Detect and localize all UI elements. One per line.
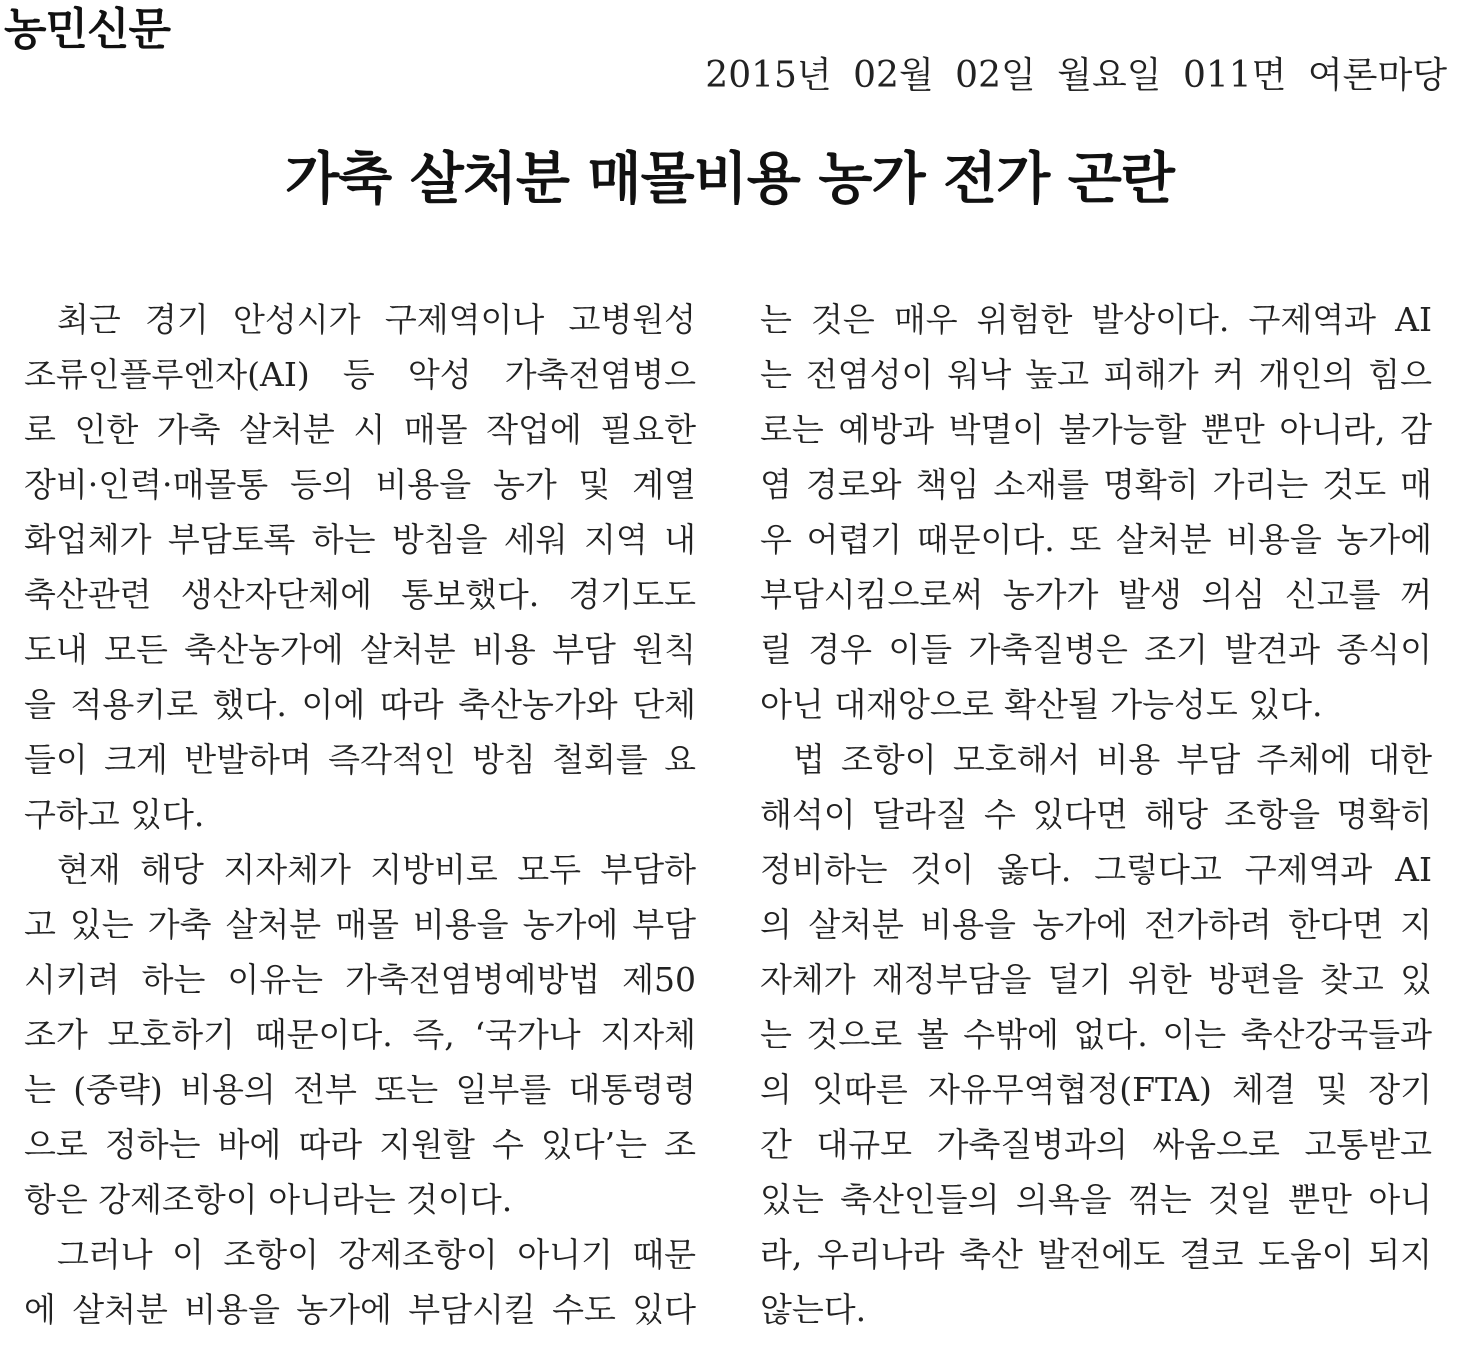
article-right-column: [760, 292, 1432, 1337]
text-line: 으로 정하는 바에 따라 지원할 수 있다’는 조: [24, 1125, 696, 1164]
text-line: 로 인한 가축 살처분 시 매몰 작업에 필요한: [24, 410, 696, 449]
text-line: 릴 경우 이들 가축질병은 조기 발견과 종식이: [760, 630, 1432, 669]
text-line: 시키려 하는 이유는 가축전염병예방법 제50: [24, 960, 696, 999]
text-line: 간 대규모 가축질병과의 싸움으로 고통받고: [760, 1125, 1432, 1164]
text-line: 는 것으로 볼 수밖에 없다. 이는 축산강국들과: [760, 1015, 1432, 1054]
text-line: 에 살처분 비용을 농가에 부담시킬 수도 있다: [24, 1290, 696, 1329]
text-line: 해석이 달라질 수 있다면 해당 조항을 명확히: [760, 795, 1432, 834]
article-headline: 가축 살처분 매몰비용 농가 전가 곤란: [285, 147, 1174, 212]
article-left-column: [24, 292, 696, 1337]
text-line: 법 조항이 모호해서 비용 부담 주체에 대한: [793, 740, 1432, 779]
text-line: 현재 해당 지자체가 지방비로 모두 부담하: [57, 850, 696, 889]
text-line: 의 잇따른 자유무역협정(FTA) 체결 및 장기: [760, 1070, 1432, 1109]
publication-dateline: 2015년 02월 02일 월요일 011면 여론마당: [705, 55, 1447, 96]
text-line: 그러나 이 조항이 강제조항이 아니기 때문: [57, 1235, 696, 1274]
text-line: 고 있는 가축 살처분 매몰 비용을 농가에 부담: [24, 905, 696, 944]
text-line: 장비·인력·매몰통 등의 비용을 농가 및 계열: [24, 465, 696, 504]
text-line: 는 것은 매우 위험한 발상이다. 구제역과 AI: [760, 300, 1432, 339]
text-line: 조류인플루엔자(AI) 등 악성 가축전염병으: [24, 355, 696, 394]
text-line: 구하고 있다.: [24, 795, 205, 834]
text-line: 로는 예방과 박멸이 불가능할 뿐만 아니라, 감: [760, 410, 1432, 449]
text-line: 화업체가 부담토록 하는 방침을 세워 지역 내: [24, 520, 696, 559]
text-line: 있는 축산인들의 의욕을 꺾는 것일 뿐만 아니: [760, 1180, 1432, 1219]
text-line: 라, 우리나라 축산 발전에도 결코 도움이 되지: [760, 1235, 1432, 1274]
text-line: 정비하는 것이 옳다. 그렇다고 구제역과 AI: [760, 850, 1432, 889]
text-line: 도내 모든 축산농가에 살처분 비용 부담 원칙: [24, 630, 696, 669]
text-line: 우 어렵기 때문이다. 또 살처분 비용을 농가에: [760, 520, 1432, 559]
text-line: 않는다.: [760, 1290, 867, 1329]
text-line: 자체가 재정부담을 덜기 위한 방편을 찾고 있: [760, 960, 1432, 999]
text-line: 항은 강제조항이 아니라는 것이다.: [24, 1180, 513, 1219]
text-line: 는 (중략) 비용의 전부 또는 일부를 대통령령: [24, 1070, 696, 1109]
text-line: 부담시킴으로써 농가가 발생 의심 신고를 꺼: [760, 575, 1432, 614]
text-line: 조가 모호하기 때문이다. 즉, ‘국가나 지자체: [24, 1015, 696, 1054]
text-line: 축산관련 생산자단체에 통보했다. 경기도도: [24, 575, 696, 614]
text-line: 아닌 대재앙으로 확산될 가능성도 있다.: [760, 685, 1323, 724]
text-line: 는 전염성이 워낙 높고 피해가 커 개인의 힘으: [760, 355, 1432, 394]
newspaper-masthead: 농민신문: [4, 4, 171, 55]
text-line: 최근 경기 안성시가 구제역이나 고병원성: [57, 300, 696, 339]
text-line: 들이 크게 반발하며 즉각적인 방침 철회를 요: [24, 740, 696, 779]
text-line: 염 경로와 책임 소재를 명확히 가리는 것도 매: [760, 465, 1432, 504]
text-line: 의 살처분 비용을 농가에 전가하려 한다면 지: [760, 905, 1432, 944]
text-line: 을 적용키로 했다. 이에 따라 축산농가와 단체: [24, 685, 696, 724]
